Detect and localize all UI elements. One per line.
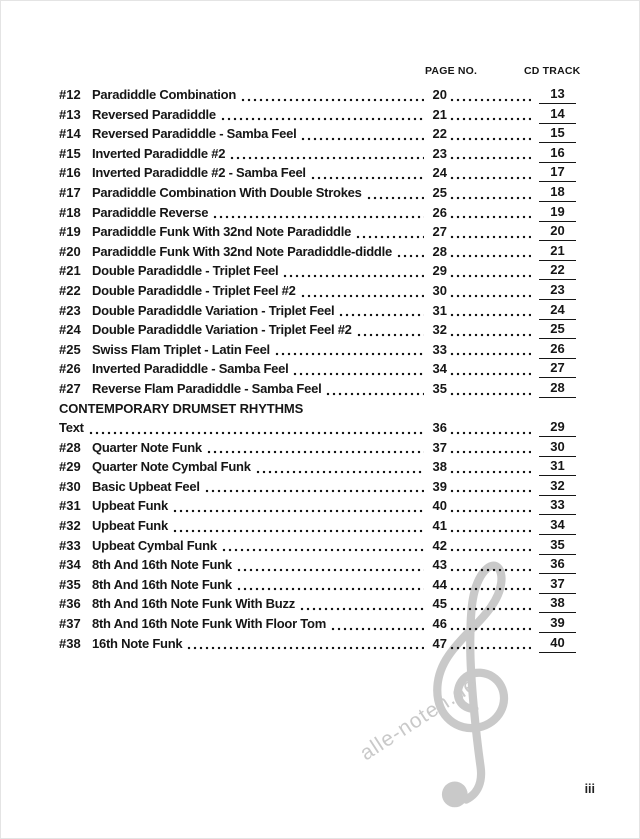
entry-cd-track: 36 [539,555,576,574]
entry-number: #30 [59,478,81,494]
toc-row [59,457,576,477]
dot-leader [236,555,424,575]
entry-page-number: 29 [432,263,447,279]
entry-page-number: 42 [432,537,447,553]
entry-title: 8th And 16th Note Funk [92,557,232,573]
dot-leader [449,516,531,536]
entry-page-number: 43 [432,557,447,573]
entry-cd-track: 19 [539,203,576,222]
entry-page-number: 20 [432,87,447,102]
toc-list [59,85,576,653]
entry-number: #31 [59,498,81,514]
entry-title: Reversed Paradiddle [92,106,216,122]
entry-title: Swiss Flam Triplet - Latin Feel [92,341,270,357]
dot-leader [338,301,424,321]
cd-track-column-header: CD TRACK [524,65,581,77]
toc-row [59,261,576,281]
toc-row [59,536,576,556]
dot-leader [449,85,531,105]
toc-row [59,496,576,516]
entry-page-number: 26 [432,204,447,220]
dot-leader [236,575,424,595]
entry-page-number: 44 [432,576,447,592]
entry-cd-track: 27 [539,359,576,378]
entry-title: Basic Upbeat Feel [92,478,200,494]
dot-leader [186,634,424,654]
entry-cd-track: 15 [539,124,576,143]
entry-number: #29 [59,459,81,475]
toc-row [59,124,576,144]
dot-leader [449,281,531,301]
dot-leader [449,477,531,497]
entry-cd-track: 20 [539,222,576,241]
entry-number: #24 [59,322,81,338]
toc-row [59,634,576,654]
entry-page-number: 28 [432,243,447,259]
dot-leader [449,359,531,379]
entry-cd-track: 16 [539,144,576,163]
toc-row [59,340,576,360]
toc-row [59,477,576,497]
entry-cd-track: 13 [539,85,576,104]
dot-leader [449,634,531,654]
entry-title: Double Paradiddle - Triplet Feel [92,263,279,279]
toc-row [59,594,576,614]
entry-title: Reverse Flam Paradiddle - Samba Feel [92,380,322,396]
entry-cd-track: 17 [539,163,576,182]
dot-leader [88,418,424,438]
dot-leader [282,261,424,281]
dot-leader [449,242,531,262]
entry-cd-track: 22 [539,261,576,280]
entry-page-number: 46 [432,616,447,632]
dot-leader [449,301,531,321]
dot-leader [204,477,424,497]
dot-leader [449,320,531,340]
entry-cd-track: 25 [539,320,576,339]
entry-page-number: 38 [432,459,447,475]
dot-leader [300,124,424,144]
entry-page-number: 27 [432,224,447,240]
entry-number: #34 [59,557,81,573]
toc-row [59,438,576,458]
dot-leader [449,163,531,183]
dot-leader [212,203,424,223]
entry-title: Paradiddle Combination [92,87,237,102]
entry-number: #19 [59,224,81,240]
dot-leader [449,144,531,164]
entry-title: 8th And 16th Note Funk [92,576,232,592]
toc-row [59,516,576,536]
entry-page-number: 31 [432,302,447,318]
entry-title: Paradiddle Combination With Double Strokes [92,184,362,200]
dot-leader [299,594,424,614]
dot-leader [449,555,531,575]
toc-row [59,418,576,438]
entry-title: Reversed Paradiddle - Samba Feel [92,126,297,142]
dot-leader [449,183,531,203]
entry-number: #35 [59,576,81,592]
dot-leader [221,536,424,556]
entry-title: Double Paradiddle Variation - Triplet Feel #2 [92,322,352,338]
dot-leader [355,222,424,242]
entry-page-number: 24 [432,165,447,181]
toc-row [59,163,576,183]
entry-title: Paradiddle Funk With 32nd Note Paradiddle-diddle [92,243,392,259]
column-headers [59,61,581,85]
dot-leader [449,536,531,556]
entry-number: #37 [59,616,81,632]
entry-cd-track: 38 [539,594,576,613]
toc-row [59,144,576,164]
entry-title: Upbeat Funk [92,498,168,514]
toc-row [59,281,576,301]
entry-number: #33 [59,537,81,553]
table-of-contents [59,61,581,653]
entry-number: #36 [59,596,81,612]
dot-leader [366,183,424,203]
dot-leader [396,242,424,262]
dot-leader [449,203,531,223]
dot-leader [356,320,424,340]
page-number: iii [584,782,595,796]
dot-leader [172,516,424,536]
entry-number: #14 [59,126,81,142]
section-header: CONTEMPORARY DRUMSET RHYTHMS [59,400,304,416]
entry-title: 16th Note Funk [92,635,183,651]
entry-title: Double Paradiddle - Triplet Feel #2 [92,282,296,298]
entry-page-number: 25 [432,184,447,200]
entry-cd-track: 34 [539,516,576,535]
entry-cd-track: 40 [539,634,576,653]
entry-page-number: 36 [432,420,447,436]
entry-page-number: 35 [432,380,447,396]
entry-page-number: 41 [432,518,447,534]
dot-leader [172,496,424,516]
toc-row [59,85,576,105]
entry-cd-track: 29 [539,418,576,437]
entry-title: Paradiddle Funk With 32nd Note Paradiddle [92,224,352,240]
entry-cd-track: 35 [539,536,576,555]
entry-cd-track: 21 [539,242,576,261]
entry-cd-track: 23 [539,281,576,300]
dot-leader [449,438,531,458]
entry-cd-track: 14 [539,105,576,124]
entry-number: #13 [59,106,81,122]
entry-title: 8th And 16th Note Funk With Floor Tom [92,616,326,632]
toc-row [59,301,576,321]
entry-number: #25 [59,341,81,357]
entry-number: #23 [59,302,81,318]
entry-title: 8th And 16th Note Funk With Buzz [92,596,295,612]
entry-cd-track: 28 [539,379,576,398]
toc-row [59,575,576,595]
toc-row [59,555,576,575]
entry-page-number: 47 [432,635,447,651]
entry-page-number: 33 [432,341,447,357]
dot-leader [300,281,424,301]
dot-leader [220,105,424,125]
dot-leader [449,614,531,634]
dot-leader [449,124,531,144]
dot-leader [229,144,424,164]
dot-leader [274,340,424,360]
dot-leader [255,457,424,477]
entry-number: #22 [59,282,81,298]
toc-row [59,242,576,262]
dot-leader [449,418,531,438]
dot-leader [449,379,531,399]
dot-leader [310,163,424,183]
dot-leader [330,614,424,634]
entry-title: Inverted Paradiddle - Samba Feel [92,361,289,377]
toc-row [59,183,576,203]
toc-row [59,320,576,340]
toc-row [59,614,576,634]
dot-leader [240,85,424,105]
entry-cd-track: 24 [539,301,576,320]
entry-number: #17 [59,184,81,200]
entry-cd-track: 39 [539,614,576,633]
entry-cd-track: 32 [539,477,576,496]
entry-title: Upbeat Funk [92,518,168,534]
toc-row [59,359,576,379]
dot-leader [449,105,531,125]
entry-number: #32 [59,518,81,534]
entry-number: #18 [59,204,81,220]
entry-title: Quarter Note Cymbal Funk [92,459,251,475]
dot-leader [206,438,424,458]
dot-leader [449,594,531,614]
entry-page-number: 37 [432,439,447,455]
entry-number: #21 [59,263,81,279]
entry-number: #26 [59,361,81,377]
entry-number: #16 [59,165,81,181]
toc-row [59,203,576,223]
entry-cd-track: 26 [539,340,576,359]
entry-cd-track: 18 [539,183,576,202]
entry-title: Upbeat Cymbal Funk [92,537,217,553]
entry-title: Inverted Paradiddle #2 - Samba Feel [92,165,306,181]
entry-page-number: 23 [432,145,447,161]
entry-number: #15 [59,145,81,161]
toc-row [59,379,576,399]
entry-cd-track: 33 [539,496,576,515]
entry-title: Text [59,420,84,436]
page-no-column-header: PAGE NO. [425,65,478,77]
toc-row [59,222,576,242]
entry-number: #28 [59,439,81,455]
dot-leader [449,340,531,360]
entry-page-number: 22 [432,126,447,142]
dot-leader [449,496,531,516]
entry-title: Inverted Paradiddle #2 [92,145,226,161]
toc-row [59,105,576,125]
entry-title: Double Paradiddle Variation - Triplet Feel [92,302,335,318]
entry-title: Paradiddle Reverse [92,204,209,220]
entry-page-number: 45 [432,596,447,612]
dot-leader [449,261,531,281]
entry-number: #12 [59,87,81,102]
entry-page-number: 30 [432,282,447,298]
dot-leader [449,575,531,595]
entry-page-number: 40 [432,498,447,514]
entry-cd-track: 30 [539,438,576,457]
entry-cd-track: 31 [539,457,576,476]
dot-leader [449,222,531,242]
entry-title: Quarter Note Funk [92,439,202,455]
entry-number: #38 [59,635,81,651]
watermark-text: alle-noten.de [355,672,482,766]
entry-page-number: 21 [432,106,447,122]
entry-page-number: 32 [432,322,447,338]
dot-leader [292,359,424,379]
entry-page-number: 34 [432,361,447,377]
dot-leader [325,379,424,399]
entry-number: #27 [59,380,81,396]
entry-page-number: 39 [432,478,447,494]
entry-number: #20 [59,243,81,259]
dot-leader [449,457,531,477]
entry-cd-track: 37 [539,575,576,594]
